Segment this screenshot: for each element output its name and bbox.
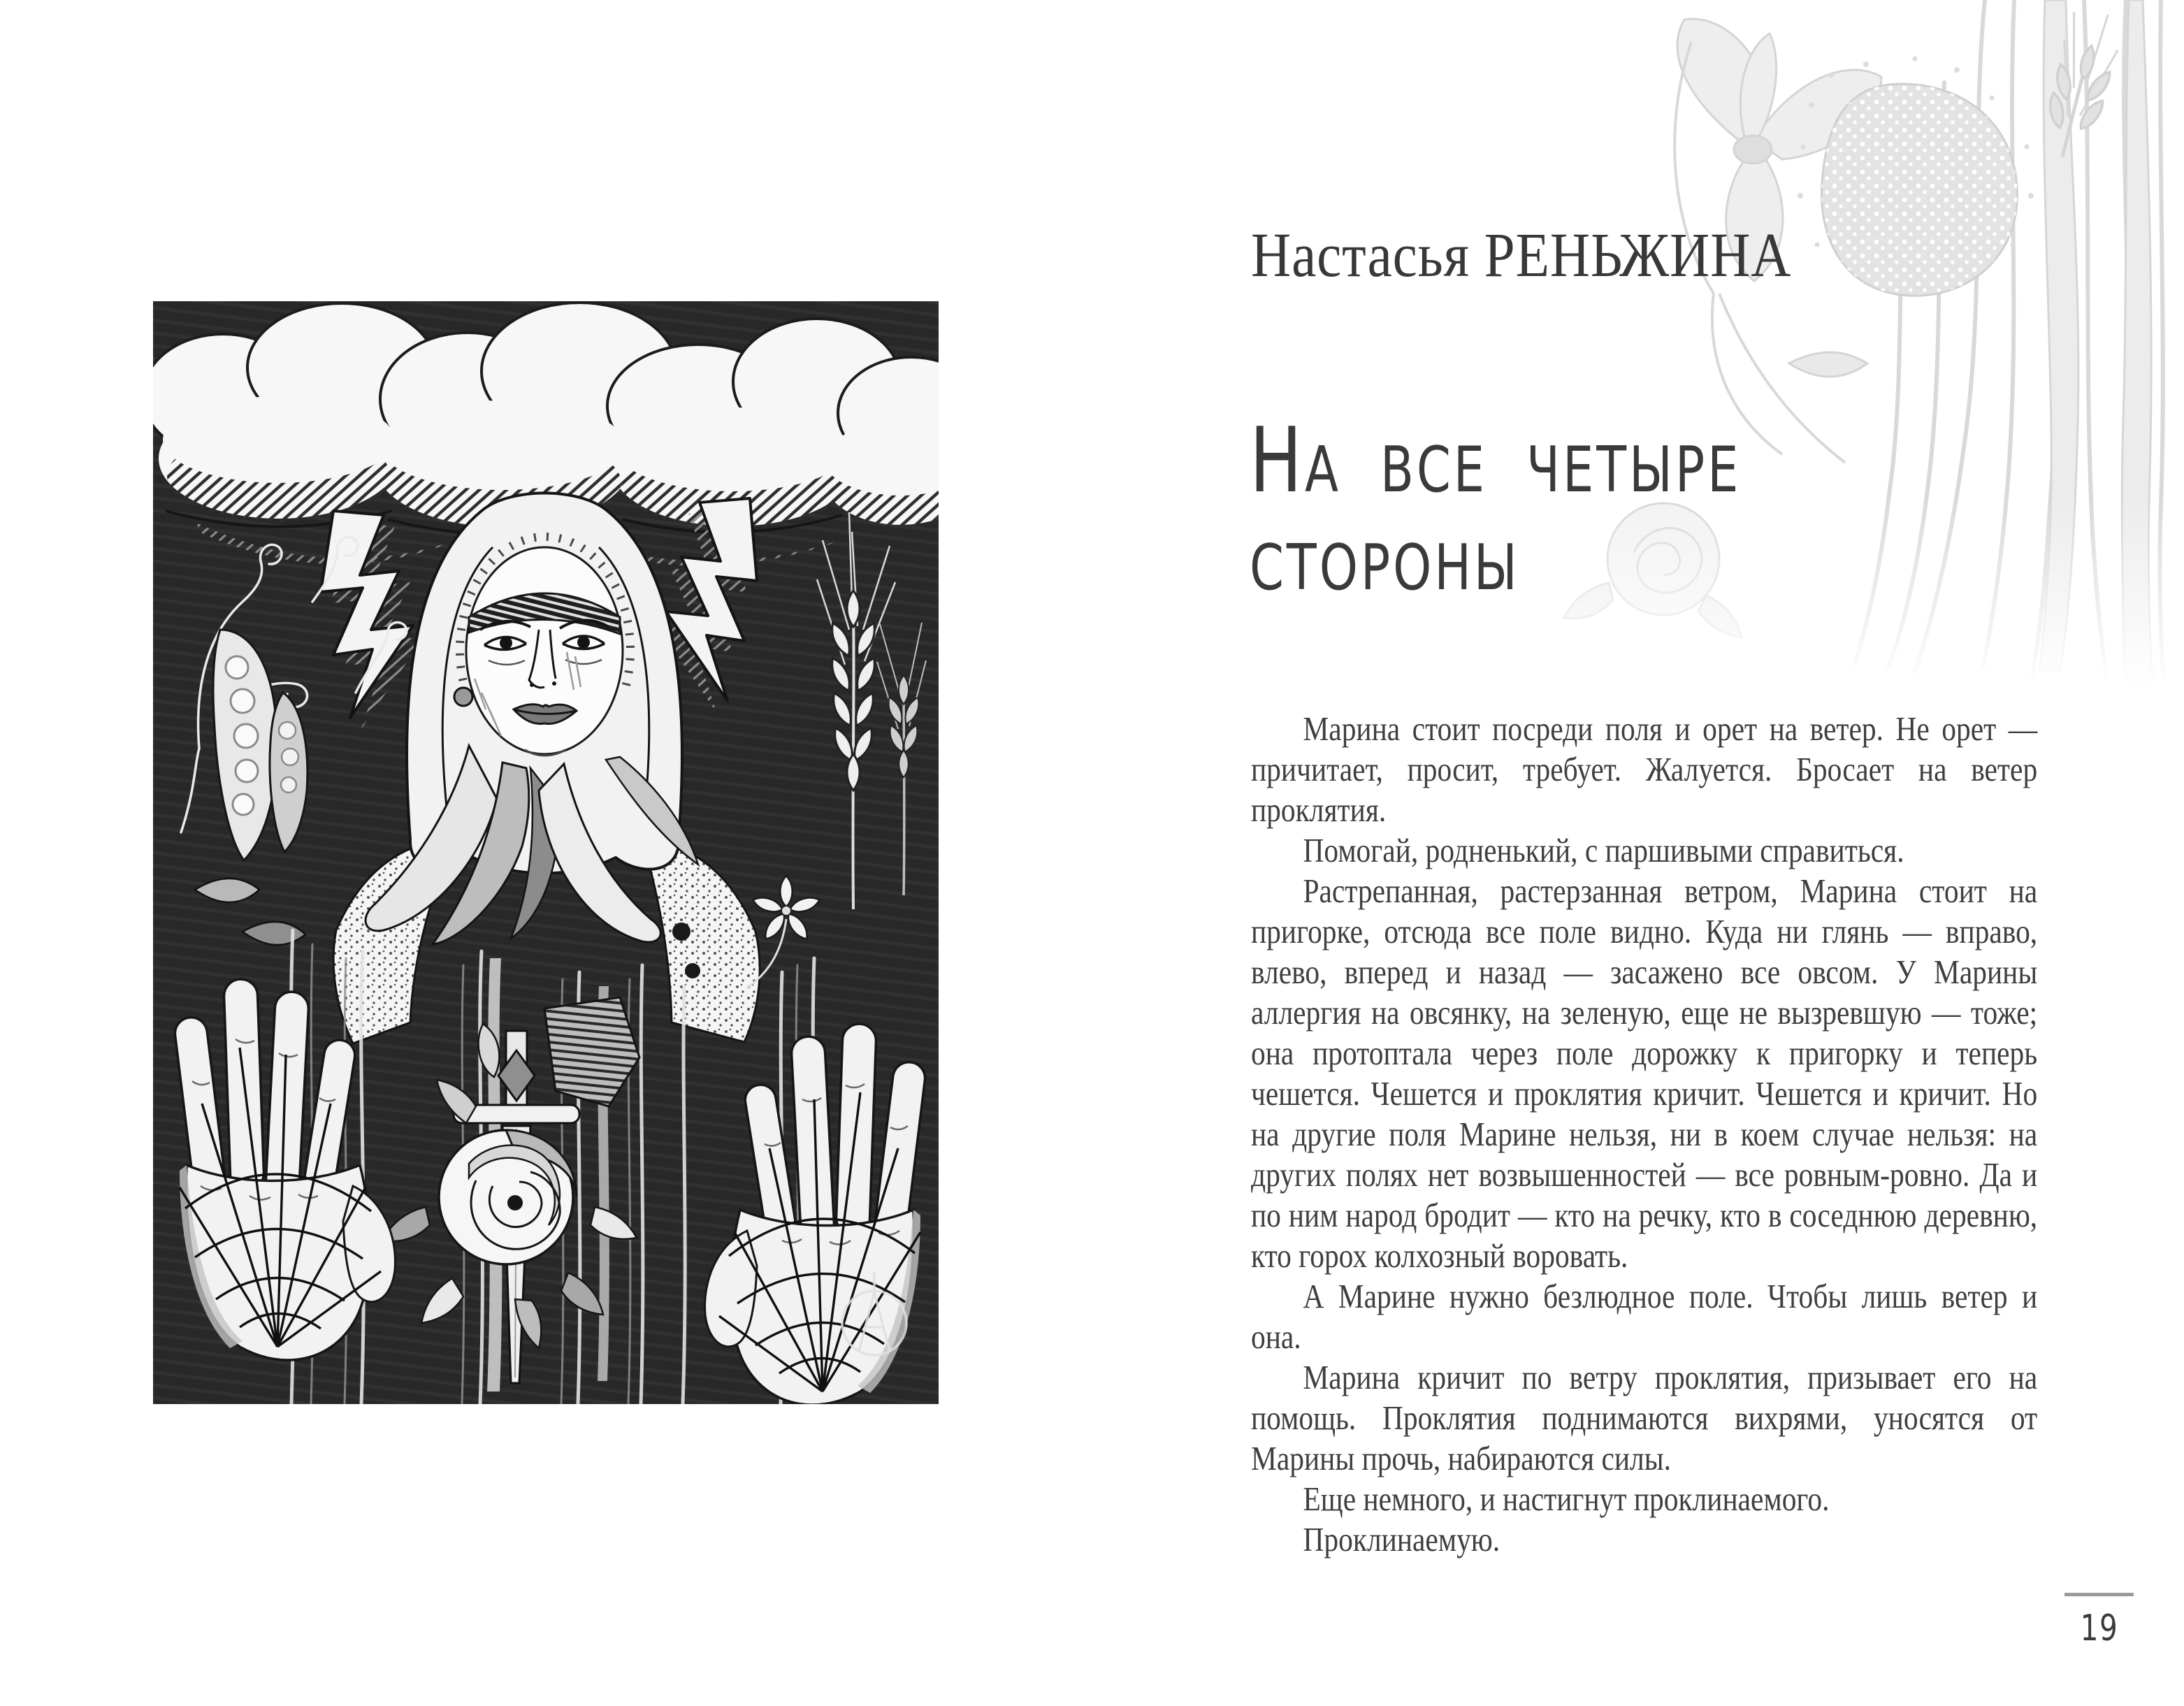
paragraph: Еще немного, и настигнут проклинаемого. [1303,1480,1830,1518]
story-illustration [153,301,939,1404]
page-number: 19 [2080,1607,2119,1649]
paragraph: Проклинаемую. [1303,1520,1500,1559]
watermark-leaf [1789,352,1867,377]
footer-rule [2064,1593,2134,1596]
paragraph: А Марине нужно безлюдное поле. Чтобы лишь ветер и она. [1251,1277,2038,1356]
ink-drawing-svg [153,301,939,1404]
paragraph: Помогай, родненький, с паршивыми справиться. [1303,831,1904,869]
story-title [1250,409,1742,611]
paragraph: Растрепанная, растерзанная ветром, Марина стоит на пригорке, отсюда все поле видно. Куда ни глянь — вправо, влево, вперед и назад — засажено все овсом. У Марины аллергия на овсянку, на зеленую, еще не вызревшую — тоже; она протоптала через поле дорожку к пригорку и теперь чешется. Чешется и проклятия кричит. Чешется и кричит. Но на другие поля Марине нельзя, ни в коем случае нельзя: на других полях нет возвышенностей — все ровным-ровно. Да и по ним народ бродит — кто на речку, кто в соседнюю деревню, кто горох колхозный воровать. [1251,872,2038,1275]
paragraph: Марина кричит по ветру проклятия, призывает его на помощь. Проклятия поднимаются вихрями, уносятся от Марины прочь, набираются силы. [1251,1358,2038,1477]
body-text [1251,709,2037,1560]
paragraph: Марина стоит посреди поля и орет на ветер. Не орет — причитает, просит, требует. Жалуется. Бросает на ветер проклятия. [1251,709,2038,829]
story-title-line1: На все четыре [1250,409,1742,513]
earring [454,688,472,706]
author-name: Настасья РЕНЬЖИНА [1251,221,1792,290]
story-title-line2: стороны [1250,507,1520,611]
